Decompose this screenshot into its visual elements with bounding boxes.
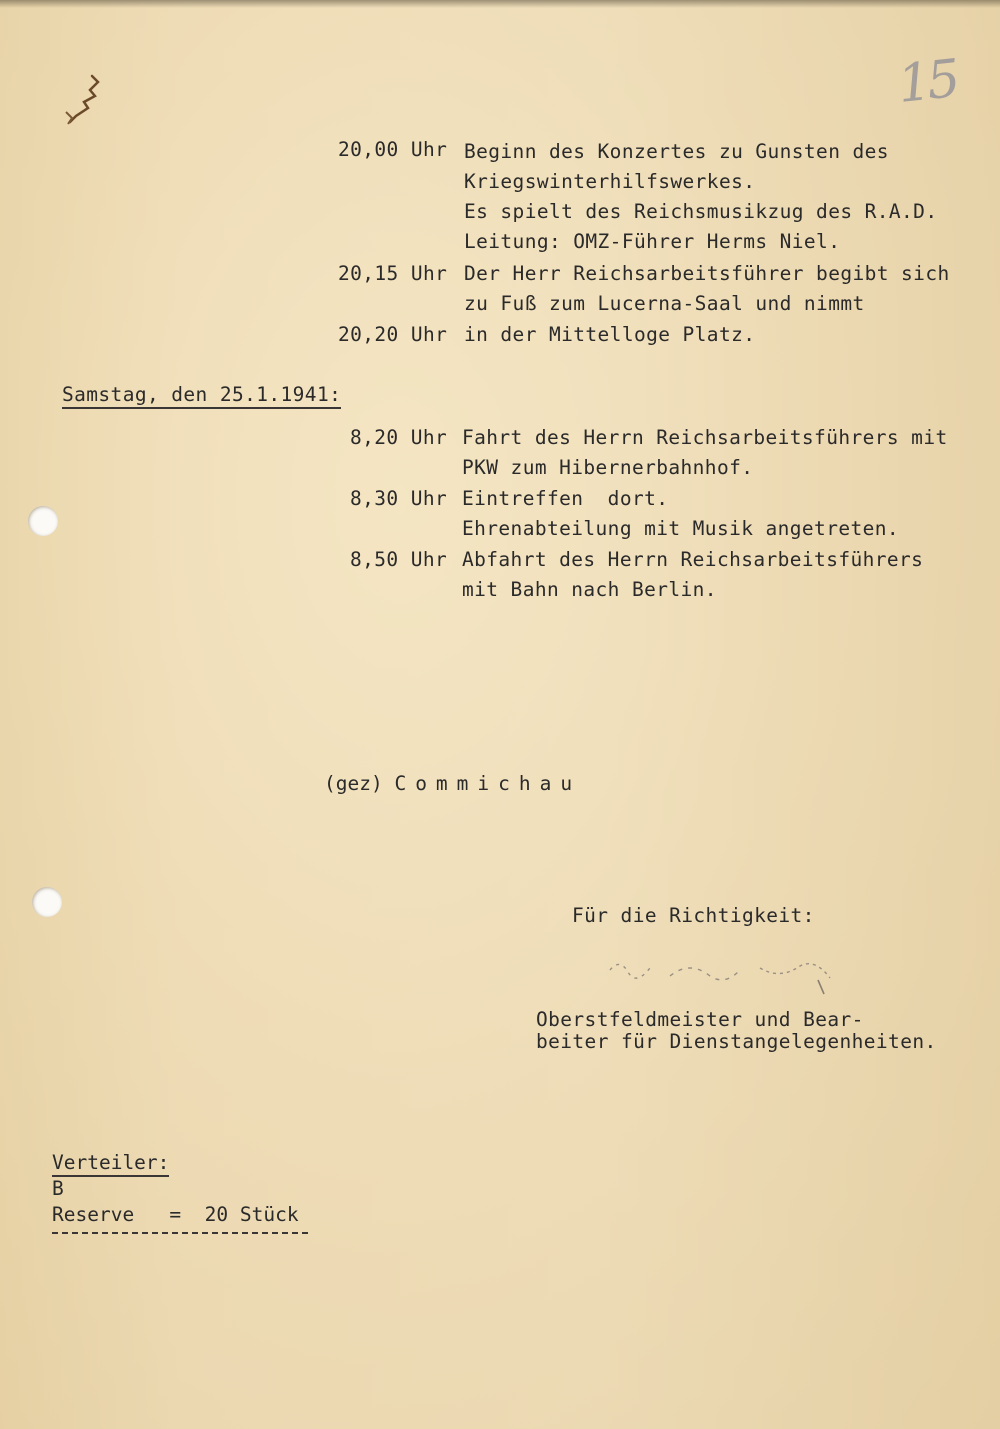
schedule-text: Der Herr Reichsarbeitsführer begibt sich xyxy=(464,262,950,285)
punch-hole-top xyxy=(28,506,58,536)
schedule-text: Abfahrt des Herrn Reichsarbeitsführers xyxy=(462,548,924,571)
schedule-time: 8,50 Uhr xyxy=(350,548,448,571)
schedule-text: Es spielt des Reichsmusikzug des R.A.D. xyxy=(464,200,938,223)
schedule-text: mit Bahn nach Berlin. xyxy=(462,578,717,601)
schedule-text: zu Fuß zum Lucerna-Saal und nimmt xyxy=(464,292,865,315)
paper-tear-mark xyxy=(62,72,106,132)
official-title: Oberstfeldmeister und Bear- xyxy=(536,1008,864,1031)
schedule-text: Fahrt des Herrn Reichsarbeitsführers mit xyxy=(462,426,948,449)
schedule-time: 8,20 Uhr xyxy=(350,426,448,449)
date-heading-text: Samstag, den 25.1.1941: xyxy=(62,383,341,409)
reserve-equals: = xyxy=(169,1203,182,1226)
signed-name: Commichau xyxy=(394,772,582,795)
distribution-item-b: B xyxy=(52,1177,64,1200)
schedule-text: Kriegswinterhilfswerkes. xyxy=(464,170,756,193)
schedule-text: Beginn des Konzertes zu Gunsten des xyxy=(464,140,889,163)
distribution-block xyxy=(52,1150,299,1228)
signed-prefix: (gez) xyxy=(324,772,383,795)
section-date-heading xyxy=(62,383,341,407)
schedule-text: PKW zum Hibernerbahnhof. xyxy=(462,456,754,479)
punch-hole-bottom xyxy=(32,887,62,917)
distribution-heading: Verteiler: xyxy=(52,1151,169,1177)
distribution-underline xyxy=(52,1232,308,1234)
faint-signature xyxy=(600,950,850,1004)
schedule-time: 20,20 Uhr xyxy=(338,323,448,346)
distribution-reserve-row xyxy=(52,1202,299,1228)
schedule-text: Ehrenabteilung mit Musik angetreten. xyxy=(462,517,900,540)
schedule-time: 20,15 Uhr xyxy=(338,262,448,285)
schedule-text: Leitung: OMZ-Führer Herms Niel. xyxy=(464,230,841,253)
reserve-label: Reserve xyxy=(52,1203,135,1226)
schedule-time: 20,00 Uhr xyxy=(338,138,448,161)
schedule-text: in der Mittelloge Platz. xyxy=(464,323,756,346)
schedule-time: 8,30 Uhr xyxy=(350,487,448,510)
reserve-value: 20 Stück xyxy=(204,1203,299,1226)
schedule-text: Eintreffen dort. xyxy=(462,487,669,510)
distribution-heading-row xyxy=(52,1150,299,1176)
scan-edge-shadow xyxy=(0,0,1000,8)
certification-line: Für die Richtigkeit: xyxy=(572,904,815,927)
official-title: beiter für Dienstangelegenheiten. xyxy=(536,1030,937,1053)
handwritten-page-number: 15 xyxy=(895,49,960,115)
signed-by-line xyxy=(324,772,581,796)
